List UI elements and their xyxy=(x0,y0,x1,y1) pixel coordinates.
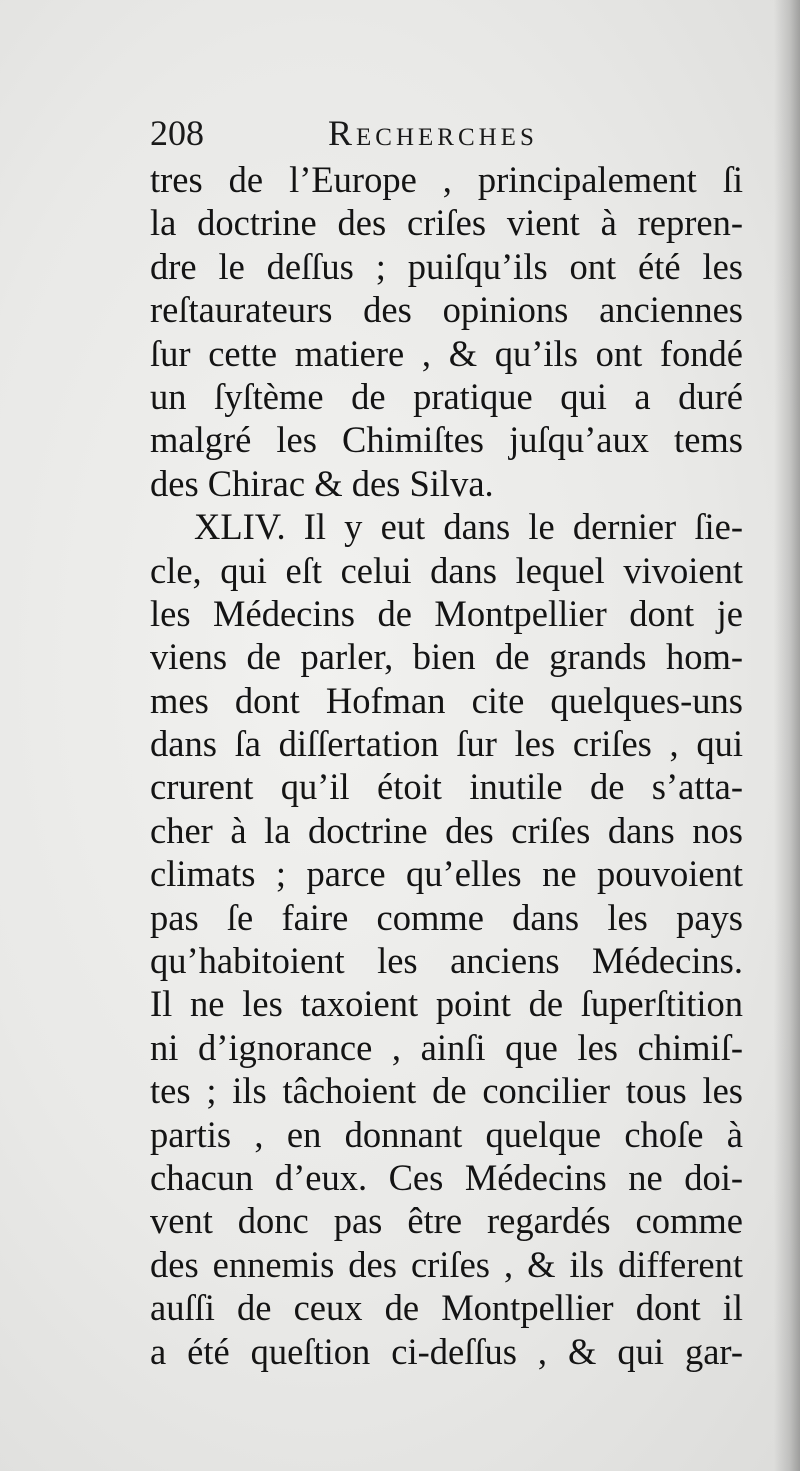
text-line: cher à la doctrine des criſes dans nos xyxy=(150,809,743,851)
text-line: la doctrine des criſes vient à repren- xyxy=(150,202,743,244)
text-line: des ennemis des criſes , & ils different xyxy=(150,1243,743,1285)
text-line: malgré les Chimiſtes juſqu’aux tems xyxy=(150,419,743,461)
text-line: chacun d’eux. Ces Médecins ne doi- xyxy=(150,1156,743,1198)
text-line: climats ; parce qu’elles ne pouvoient xyxy=(150,853,743,895)
text-line: dre le deſſus ; puiſqu’ils ont été les xyxy=(150,245,743,287)
text-line: ni d’ignorance , ainſi que les chimiſ- xyxy=(150,1026,743,1068)
text-line: auſſi de ceux de Montpellier dont il xyxy=(150,1287,743,1329)
page-gutter-shadow xyxy=(774,0,800,1471)
page-header xyxy=(150,112,750,162)
text-line: les Médecins de Montpellier dont je xyxy=(150,592,743,634)
text-line: XLIV. Il y eut dans le dernier ſie- xyxy=(194,506,743,548)
text-line: mes dont Hofman cite quelques-uns xyxy=(150,679,743,721)
text-line: un ſyſtème de pratique qui a duré xyxy=(150,375,743,417)
text-line: viens de parler, bien de grands hom- xyxy=(150,636,743,678)
text-line: ſur cette matiere , & qu’ils ont fondé xyxy=(150,332,743,374)
text-line: a été queſtion ci-deſſus , & qui gar- xyxy=(150,1330,743,1372)
text-line: des Chirac & des Silva. xyxy=(150,462,494,504)
text-line: partis , en donnant quelque choſe à xyxy=(150,1113,743,1155)
text-line: qu’habitoient les anciens Médecins. xyxy=(150,940,743,982)
body-text xyxy=(150,158,743,1373)
page-number: 208 xyxy=(150,113,204,153)
text-line: Il ne les taxoient point de ſuperſtition xyxy=(150,983,743,1025)
text-line: vent donc pas être regardés comme xyxy=(150,1200,743,1242)
running-title: Recherches xyxy=(328,113,538,153)
text-line: reſtaurateurs des opinions anciennes xyxy=(150,289,743,331)
text-line: dans ſa diſſertation ſur les criſes , qui xyxy=(150,723,743,765)
text-line: tres de l’Europe , principalement ſi xyxy=(150,159,743,200)
text-line: cle, qui eſt celui dans lequel vivoient xyxy=(150,549,743,591)
text-line: tes ; ils tâchoient de concilier tous les xyxy=(150,1070,743,1112)
text-line: pas ſe faire comme dans les pays xyxy=(150,896,743,938)
text-line: crurent qu’il étoit inutile de s’atta- xyxy=(150,766,743,808)
